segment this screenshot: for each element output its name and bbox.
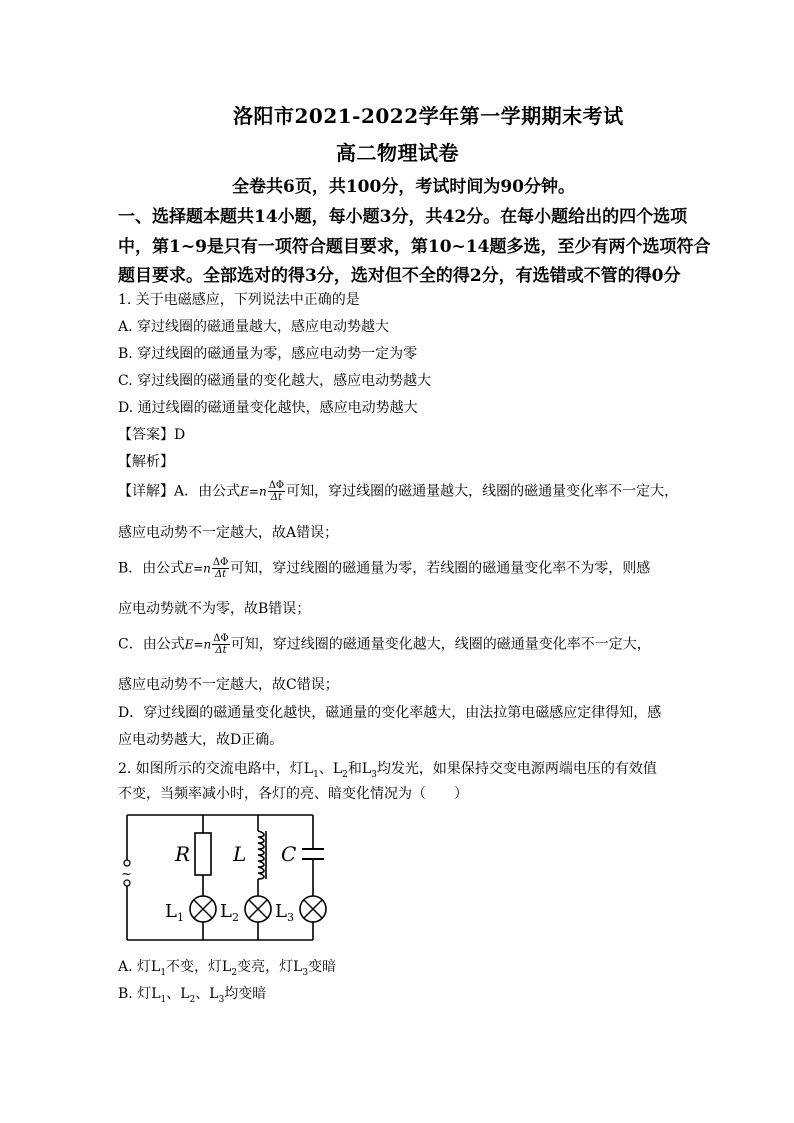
q1-detail-b-cont: 应电动势就不为零，故B错误； [118,601,311,617]
q2-stem-line1: 2. 如图所示的交流电路中，灯$L_1$、$L_2$和$L_3$均发光，如果保持交变电源两端电压的有效值 [118,761,657,780]
q1-detail-a: 【详解】A．由公式E=n $\frac{\Delta\Phi}{\Delta t}$ 可知，穿过线圈的磁通量越大，线圈的磁通量变化率不一定大， [118,480,679,503]
lamp-1-label: $L_1$ [165,901,184,924]
section-instructions-line1: 一、选择题本题共14小题，每小题3分，共42分。在每小题给出的四个选项 [118,207,688,227]
q1-analysis-label: 【解析】 [118,454,174,470]
q2-option-b: B. 灯$L_1$、$L_2$、$L_3$均变暗 [118,986,267,1005]
ac-circuit-diagram [115,805,335,950]
q1-option-d: D. 通过线圈的磁通量变化越快，感应电动势越大 [118,400,418,416]
q1-detail-c: C．由公式E=n $\frac{\Delta\Phi}{\Delta t}$ 可知，穿过线圈的磁通量变化越大，线圈的磁通量变化率不一定大， [118,633,651,656]
lamp-3-label: $L_3$ [275,901,294,924]
ac-source-symbol: ~ [121,867,132,882]
q1-detail-b: B．由公式E=n $\frac{\Delta\Phi}{\Delta t}$ 可知，穿过线圈的磁通量为零，若线圈的磁通量变化率不为零，则感 [118,557,651,580]
q1-stem: 1. 关于电磁感应，下列说法中正确的是 [118,292,360,308]
inductor-label: L [233,842,247,866]
fraction-dphi-dt: $\frac{\Delta\Phi}{\Delta t}$ [213,633,229,656]
q1-detail-d: D．穿过线圈的磁通量变化越快，磁通量的变化率越大，由法拉第电磁感应定律得知，感 [118,705,662,721]
q1-option-a: A. 穿过线圈的磁通量越大，感应电动势越大 [118,319,390,335]
page-title: 洛阳市2021-2022学年第一学期期末考试 [233,104,624,128]
q1-option-c: C. 穿过线圈的磁通量的变化越大，感应电动势越大 [118,373,432,389]
inductor-coil [258,831,264,879]
lamp-2-label: $L_2$ [220,901,239,924]
q2-stem-line2: 不变，当频率减小时，各灯的亮、暗变化情况为（ ） [118,786,468,802]
section-instructions-line3: 题目要求。全部选对的得3分，选对但不全的得2分，有选错或不管的得0分 [118,266,681,286]
resistor-label: R [175,842,191,866]
q2-option-a: A. 灯$L_1$不变，灯$L_2$变亮，灯$L_3$变暗 [118,959,337,978]
resistor [195,833,211,875]
q1-detail-c-cont: 感应电动势不一定越大，故C错误； [118,677,339,693]
q1-detail-d-cont: 应电动势越大，故D正确。 [118,732,284,748]
capacitor-label: C [281,842,297,866]
section-instructions-line2: 中，第1~9是只有一项符合题目要求，第10~14题多选，至少有两个选项符合 [118,237,711,257]
q1-detail-a-cont: 感应电动势不一定越大，故A错误； [118,525,339,541]
q1-answer: 【答案】D [118,427,186,443]
q1-option-b: B. 穿过线圈的磁通量为零，感应电动势一定为零 [118,346,418,362]
page-subtitle: 高二物理试卷 [336,141,459,165]
source-terminal-top [124,860,130,866]
fraction-dphi-dt: $\frac{\Delta\Phi}{\Delta t}$ [268,480,285,503]
fraction-dphi-dt: $\frac{\Delta\Phi}{\Delta t}$ [212,557,229,580]
exam-info: 全卷共6页，共100分，考试时间为90分钟。 [232,177,575,197]
